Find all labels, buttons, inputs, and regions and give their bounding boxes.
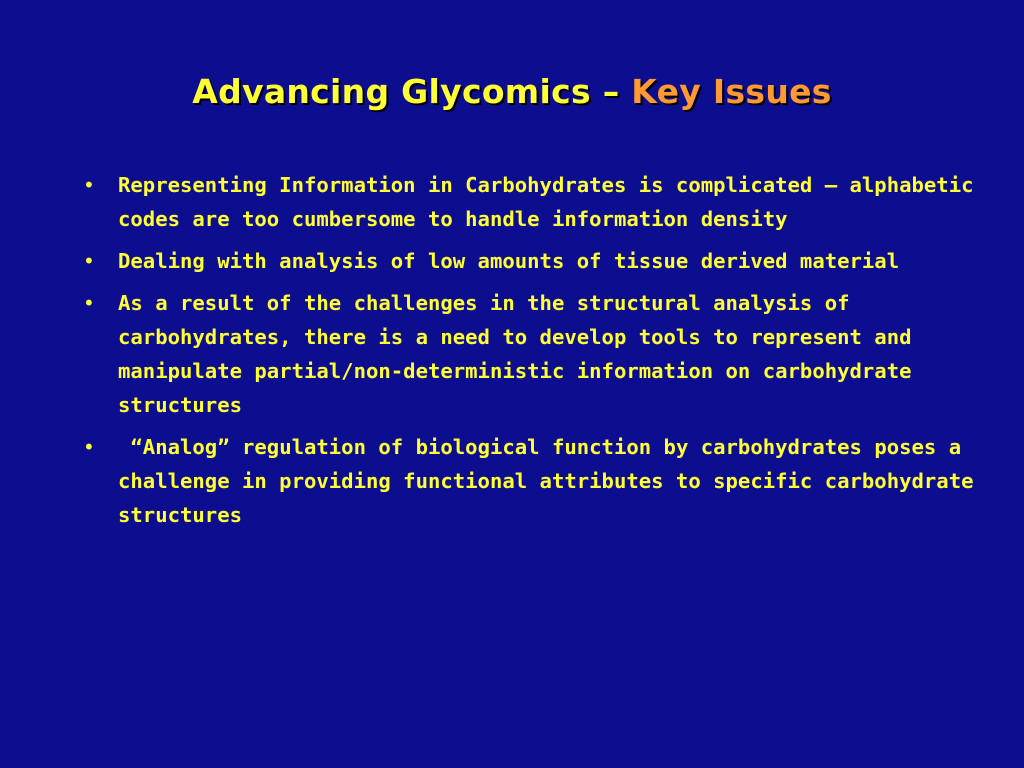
bullet-icon: •: [83, 291, 95, 315]
bullet-text: Representing Information in Carbohydrates is complicated – alphabetic codes are too cumbersome to handle information density: [118, 173, 974, 231]
title-main-text: Advancing Glycomics –: [192, 72, 632, 111]
bullet-text: As a result of the challenges in the structural analysis of carbohydrates, there is a need to develop tools to represent and manipulate partial/non-deterministic information on carbohydrate structures: [118, 291, 912, 417]
slide-title: [0, 72, 1024, 111]
bullet-text: Dealing with analysis of low amounts of tissue derived material: [118, 249, 900, 273]
bullet-icon: •: [83, 435, 95, 459]
bullet-item: [80, 430, 985, 532]
bullet-icon: •: [83, 173, 95, 197]
bullet-item: [80, 286, 985, 422]
bullet-text: “Analog” regulation of biological function by carbohydrates poses a challenge in providing functional attributes to specific carbohydrate structures: [118, 435, 986, 527]
bullet-icon: •: [83, 249, 95, 273]
bullet-item: [80, 168, 985, 236]
bullet-item: [80, 244, 985, 278]
title-highlight-text: Key Issues: [631, 72, 832, 111]
bullet-list: [80, 168, 985, 540]
